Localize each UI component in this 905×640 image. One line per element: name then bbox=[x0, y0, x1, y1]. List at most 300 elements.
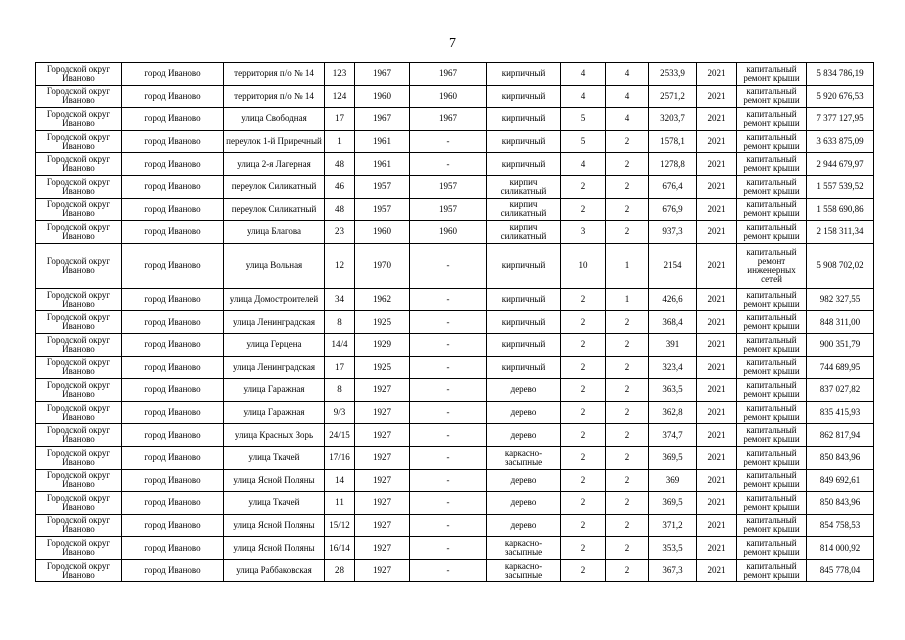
cost-cell: 5 834 786,19 bbox=[807, 63, 874, 86]
area-cell: 1578,1 bbox=[649, 130, 697, 153]
construction-year-cell: 1927 bbox=[355, 537, 410, 560]
wall-material-cell: дерево bbox=[487, 514, 561, 537]
locality-cell: город Иваново bbox=[122, 446, 224, 469]
table-row bbox=[36, 85, 874, 108]
year-cell: 2021 bbox=[697, 446, 737, 469]
entrances-cell: 2 bbox=[606, 559, 649, 582]
street-cell: улица Ленинградская bbox=[224, 311, 325, 334]
cost-cell: 982 327,55 bbox=[807, 288, 874, 311]
house-number-cell: 48 bbox=[325, 153, 355, 176]
construction-year-cell: 1957 bbox=[355, 198, 410, 221]
house-number-cell: 15/12 bbox=[325, 514, 355, 537]
cost-cell: 744 689,95 bbox=[807, 356, 874, 379]
locality-cell: город Иваново bbox=[122, 311, 224, 334]
wall-material-cell: дерево bbox=[487, 424, 561, 447]
construction-year-cell: 1962 bbox=[355, 288, 410, 311]
reconstruction-year-cell: - bbox=[410, 424, 487, 447]
entrances-cell: 4 bbox=[606, 85, 649, 108]
house-number-cell: 14/4 bbox=[325, 333, 355, 356]
cost-cell: 835 415,93 bbox=[807, 401, 874, 424]
floors-cell: 2 bbox=[561, 469, 606, 492]
construction-year-cell: 1927 bbox=[355, 492, 410, 515]
work-type-cell: капитальный ремонт крыши bbox=[737, 559, 807, 582]
wall-material-cell: кирпичный bbox=[487, 63, 561, 86]
work-type-cell: капитальный ремонт крыши bbox=[737, 333, 807, 356]
street-cell: улица Гаражная bbox=[224, 379, 325, 402]
wall-material-cell: кирпичный bbox=[487, 243, 561, 288]
reconstruction-year-cell: 1967 bbox=[410, 63, 487, 86]
house-number-cell: 46 bbox=[325, 175, 355, 198]
work-type-cell: капитальный ремонт крыши bbox=[737, 356, 807, 379]
wall-material-cell: кирпичный bbox=[487, 85, 561, 108]
entrances-cell: 2 bbox=[606, 514, 649, 537]
house-number-cell: 11 bbox=[325, 492, 355, 515]
construction-year-cell: 1961 bbox=[355, 153, 410, 176]
construction-year-cell: 1925 bbox=[355, 356, 410, 379]
area-cell: 3203,7 bbox=[649, 108, 697, 131]
construction-year-cell: 1927 bbox=[355, 559, 410, 582]
construction-year-cell: 1929 bbox=[355, 333, 410, 356]
municipality-cell: Городской округ Иваново bbox=[36, 537, 122, 560]
locality-cell: город Иваново bbox=[122, 514, 224, 537]
reconstruction-year-cell: - bbox=[410, 288, 487, 311]
floors-cell: 2 bbox=[561, 379, 606, 402]
house-number-cell: 34 bbox=[325, 288, 355, 311]
municipality-cell: Городской округ Иваново bbox=[36, 153, 122, 176]
area-cell: 371,2 bbox=[649, 514, 697, 537]
locality-cell: город Иваново bbox=[122, 537, 224, 560]
table-row bbox=[36, 63, 874, 86]
municipality-cell: Городской округ Иваново bbox=[36, 492, 122, 515]
street-cell: улица Красных Зорь bbox=[224, 424, 325, 447]
year-cell: 2021 bbox=[697, 108, 737, 131]
reconstruction-year-cell: 1957 bbox=[410, 198, 487, 221]
entrances-cell: 2 bbox=[606, 130, 649, 153]
cost-cell: 837 027,82 bbox=[807, 379, 874, 402]
wall-material-cell: кирпичный bbox=[487, 288, 561, 311]
year-cell: 2021 bbox=[697, 514, 737, 537]
house-number-cell: 14 bbox=[325, 469, 355, 492]
area-cell: 353,5 bbox=[649, 537, 697, 560]
area-cell: 676,4 bbox=[649, 175, 697, 198]
work-type-cell: капитальный ремонт крыши bbox=[737, 514, 807, 537]
area-cell: 367,3 bbox=[649, 559, 697, 582]
entrances-cell: 2 bbox=[606, 175, 649, 198]
registry-table bbox=[35, 62, 874, 582]
cost-cell: 7 377 127,95 bbox=[807, 108, 874, 131]
floors-cell: 2 bbox=[561, 514, 606, 537]
house-number-cell: 9/3 bbox=[325, 401, 355, 424]
year-cell: 2021 bbox=[697, 537, 737, 560]
municipality-cell: Городской округ Иваново bbox=[36, 559, 122, 582]
year-cell: 2021 bbox=[697, 198, 737, 221]
cost-cell: 900 351,79 bbox=[807, 333, 874, 356]
work-type-cell: капитальный ремонт крыши bbox=[737, 311, 807, 334]
table-row bbox=[36, 198, 874, 221]
table-row bbox=[36, 401, 874, 424]
cost-cell: 5 908 702,02 bbox=[807, 243, 874, 288]
municipality-cell: Городской округ Иваново bbox=[36, 175, 122, 198]
work-type-cell: капитальный ремонт крыши bbox=[737, 537, 807, 560]
work-type-cell: капитальный ремонт крыши bbox=[737, 288, 807, 311]
construction-year-cell: 1957 bbox=[355, 175, 410, 198]
entrances-cell: 2 bbox=[606, 469, 649, 492]
floors-cell: 4 bbox=[561, 153, 606, 176]
area-cell: 2571,2 bbox=[649, 85, 697, 108]
municipality-cell: Городской округ Иваново bbox=[36, 243, 122, 288]
wall-material-cell: дерево bbox=[487, 401, 561, 424]
municipality-cell: Городской округ Иваново bbox=[36, 356, 122, 379]
municipality-cell: Городской округ Иваново bbox=[36, 514, 122, 537]
municipality-cell: Городской округ Иваново bbox=[36, 63, 122, 86]
locality-cell: город Иваново bbox=[122, 288, 224, 311]
table-row bbox=[36, 130, 874, 153]
street-cell: переулок 1-й Приречный bbox=[224, 130, 325, 153]
locality-cell: город Иваново bbox=[122, 153, 224, 176]
year-cell: 2021 bbox=[697, 311, 737, 334]
year-cell: 2021 bbox=[697, 492, 737, 515]
house-number-cell: 48 bbox=[325, 198, 355, 221]
wall-material-cell: каркасно-засыпные bbox=[487, 537, 561, 560]
locality-cell: город Иваново bbox=[122, 130, 224, 153]
locality-cell: город Иваново bbox=[122, 108, 224, 131]
table-row bbox=[36, 333, 874, 356]
wall-material-cell: кирпичный bbox=[487, 130, 561, 153]
locality-cell: город Иваново bbox=[122, 333, 224, 356]
construction-year-cell: 1967 bbox=[355, 63, 410, 86]
municipality-cell: Городской округ Иваново bbox=[36, 469, 122, 492]
table-row bbox=[36, 492, 874, 515]
house-number-cell: 24/15 bbox=[325, 424, 355, 447]
entrances-cell: 2 bbox=[606, 379, 649, 402]
reconstruction-year-cell: - bbox=[410, 130, 487, 153]
year-cell: 2021 bbox=[697, 130, 737, 153]
street-cell: улица Герцена bbox=[224, 333, 325, 356]
year-cell: 2021 bbox=[697, 379, 737, 402]
floors-cell: 5 bbox=[561, 130, 606, 153]
table-row bbox=[36, 356, 874, 379]
house-number-cell: 28 bbox=[325, 559, 355, 582]
entrances-cell: 2 bbox=[606, 221, 649, 244]
wall-material-cell: кирпичный bbox=[487, 333, 561, 356]
house-number-cell: 16/14 bbox=[325, 537, 355, 560]
reconstruction-year-cell: - bbox=[410, 243, 487, 288]
construction-year-cell: 1960 bbox=[355, 85, 410, 108]
construction-year-cell: 1967 bbox=[355, 108, 410, 131]
entrances-cell: 2 bbox=[606, 153, 649, 176]
cost-cell: 850 843,96 bbox=[807, 492, 874, 515]
floors-cell: 2 bbox=[561, 559, 606, 582]
construction-year-cell: 1927 bbox=[355, 379, 410, 402]
construction-year-cell: 1927 bbox=[355, 446, 410, 469]
reconstruction-year-cell: 1960 bbox=[410, 221, 487, 244]
floors-cell: 3 bbox=[561, 221, 606, 244]
table-row bbox=[36, 243, 874, 288]
house-number-cell: 17 bbox=[325, 356, 355, 379]
area-cell: 2533,9 bbox=[649, 63, 697, 86]
work-type-cell: капитальный ремонт крыши bbox=[737, 153, 807, 176]
floors-cell: 2 bbox=[561, 198, 606, 221]
municipality-cell: Городской округ Иваново bbox=[36, 401, 122, 424]
street-cell: территория п/о № 14 bbox=[224, 85, 325, 108]
construction-year-cell: 1927 bbox=[355, 401, 410, 424]
cost-cell: 2 158 311,34 bbox=[807, 221, 874, 244]
reconstruction-year-cell: - bbox=[410, 514, 487, 537]
street-cell: улица Раббаковская bbox=[224, 559, 325, 582]
construction-year-cell: 1925 bbox=[355, 311, 410, 334]
wall-material-cell: кирпич силикатный bbox=[487, 221, 561, 244]
cost-cell: 5 920 676,53 bbox=[807, 85, 874, 108]
municipality-cell: Городской округ Иваново bbox=[36, 424, 122, 447]
cost-cell: 814 000,92 bbox=[807, 537, 874, 560]
area-cell: 369,5 bbox=[649, 492, 697, 515]
area-cell: 369,5 bbox=[649, 446, 697, 469]
floors-cell: 4 bbox=[561, 63, 606, 86]
wall-material-cell: дерево bbox=[487, 379, 561, 402]
year-cell: 2021 bbox=[697, 424, 737, 447]
municipality-cell: Городской округ Иваново bbox=[36, 108, 122, 131]
floors-cell: 2 bbox=[561, 401, 606, 424]
reconstruction-year-cell: - bbox=[410, 401, 487, 424]
municipality-cell: Городской округ Иваново bbox=[36, 221, 122, 244]
street-cell: улица 2-я Лагерная bbox=[224, 153, 325, 176]
floors-cell: 10 bbox=[561, 243, 606, 288]
work-type-cell: капитальный ремонт крыши bbox=[737, 446, 807, 469]
municipality-cell: Городской округ Иваново bbox=[36, 198, 122, 221]
wall-material-cell: кирпич силикатный bbox=[487, 175, 561, 198]
reconstruction-year-cell: - bbox=[410, 333, 487, 356]
wall-material-cell: дерево bbox=[487, 492, 561, 515]
table-row bbox=[36, 469, 874, 492]
wall-material-cell: кирпич силикатный bbox=[487, 198, 561, 221]
floors-cell: 2 bbox=[561, 424, 606, 447]
street-cell: улица Ткачей bbox=[224, 446, 325, 469]
entrances-cell: 2 bbox=[606, 356, 649, 379]
reconstruction-year-cell: - bbox=[410, 153, 487, 176]
street-cell: улица Вольная bbox=[224, 243, 325, 288]
work-type-cell: капитальный ремонт крыши bbox=[737, 85, 807, 108]
wall-material-cell: дерево bbox=[487, 469, 561, 492]
reconstruction-year-cell: - bbox=[410, 492, 487, 515]
locality-cell: город Иваново bbox=[122, 379, 224, 402]
house-number-cell: 17/16 bbox=[325, 446, 355, 469]
year-cell: 2021 bbox=[697, 175, 737, 198]
street-cell: улица Ясной Поляны bbox=[224, 537, 325, 560]
cost-cell: 1 558 690,86 bbox=[807, 198, 874, 221]
work-type-cell: капитальный ремонт крыши bbox=[737, 401, 807, 424]
house-number-cell: 23 bbox=[325, 221, 355, 244]
cost-cell: 1 557 539,52 bbox=[807, 175, 874, 198]
reconstruction-year-cell: - bbox=[410, 537, 487, 560]
entrances-cell: 2 bbox=[606, 446, 649, 469]
year-cell: 2021 bbox=[697, 469, 737, 492]
street-cell: улица Ткачей bbox=[224, 492, 325, 515]
street-cell: улица Ясной Поляны bbox=[224, 514, 325, 537]
area-cell: 1278,8 bbox=[649, 153, 697, 176]
street-cell: переулок Силикатный bbox=[224, 198, 325, 221]
wall-material-cell: кирпичный bbox=[487, 108, 561, 131]
entrances-cell: 2 bbox=[606, 333, 649, 356]
reconstruction-year-cell: - bbox=[410, 356, 487, 379]
locality-cell: город Иваново bbox=[122, 198, 224, 221]
wall-material-cell: кирпичный bbox=[487, 153, 561, 176]
locality-cell: город Иваново bbox=[122, 175, 224, 198]
floors-cell: 2 bbox=[561, 492, 606, 515]
entrances-cell: 4 bbox=[606, 108, 649, 131]
municipality-cell: Городской округ Иваново bbox=[36, 130, 122, 153]
entrances-cell: 2 bbox=[606, 424, 649, 447]
table-row bbox=[36, 514, 874, 537]
floors-cell: 2 bbox=[561, 446, 606, 469]
area-cell: 369 bbox=[649, 469, 697, 492]
work-type-cell: капитальный ремонт крыши bbox=[737, 469, 807, 492]
street-cell: улица Ленинградская bbox=[224, 356, 325, 379]
floors-cell: 2 bbox=[561, 311, 606, 334]
reconstruction-year-cell: - bbox=[410, 379, 487, 402]
work-type-cell: капитальный ремонт крыши bbox=[737, 492, 807, 515]
street-cell: территория п/о № 14 bbox=[224, 63, 325, 86]
reconstruction-year-cell: 1960 bbox=[410, 85, 487, 108]
work-type-cell: капитальный ремонт крыши bbox=[737, 424, 807, 447]
house-number-cell: 12 bbox=[325, 243, 355, 288]
reconstruction-year-cell: 1957 bbox=[410, 175, 487, 198]
municipality-cell: Городской округ Иваново bbox=[36, 85, 122, 108]
floors-cell: 2 bbox=[561, 537, 606, 560]
area-cell: 374,7 bbox=[649, 424, 697, 447]
year-cell: 2021 bbox=[697, 559, 737, 582]
entrances-cell: 1 bbox=[606, 243, 649, 288]
year-cell: 2021 bbox=[697, 333, 737, 356]
house-number-cell: 8 bbox=[325, 379, 355, 402]
municipality-cell: Городской округ Иваново bbox=[36, 333, 122, 356]
year-cell: 2021 bbox=[697, 85, 737, 108]
street-cell: улица Ясной Поляны bbox=[224, 469, 325, 492]
locality-cell: город Иваново bbox=[122, 85, 224, 108]
cost-cell: 854 758,53 bbox=[807, 514, 874, 537]
year-cell: 2021 bbox=[697, 356, 737, 379]
table-row bbox=[36, 446, 874, 469]
work-type-cell: капитальный ремонт крыши bbox=[737, 379, 807, 402]
area-cell: 391 bbox=[649, 333, 697, 356]
floors-cell: 2 bbox=[561, 333, 606, 356]
area-cell: 2154 bbox=[649, 243, 697, 288]
entrances-cell: 2 bbox=[606, 537, 649, 560]
entrances-cell: 2 bbox=[606, 311, 649, 334]
table-row bbox=[36, 221, 874, 244]
page-number: 7 bbox=[449, 36, 456, 51]
locality-cell: город Иваново bbox=[122, 356, 224, 379]
year-cell: 2021 bbox=[697, 401, 737, 424]
locality-cell: город Иваново bbox=[122, 469, 224, 492]
street-cell: переулок Силикатный bbox=[224, 175, 325, 198]
table-row bbox=[36, 424, 874, 447]
work-type-cell: капитальный ремонт крыши bbox=[737, 63, 807, 86]
year-cell: 2021 bbox=[697, 243, 737, 288]
floors-cell: 5 bbox=[561, 108, 606, 131]
locality-cell: город Иваново bbox=[122, 63, 224, 86]
table-row bbox=[36, 108, 874, 131]
work-type-cell: капитальный ремонт крыши bbox=[737, 175, 807, 198]
locality-cell: город Иваново bbox=[122, 221, 224, 244]
table-row bbox=[36, 153, 874, 176]
year-cell: 2021 bbox=[697, 288, 737, 311]
work-type-cell: капитальный ремонт крыши bbox=[737, 221, 807, 244]
area-cell: 676,9 bbox=[649, 198, 697, 221]
area-cell: 362,8 bbox=[649, 401, 697, 424]
work-type-cell: капитальный ремонт инженерных сетей bbox=[737, 243, 807, 288]
cost-cell: 2 944 679,97 bbox=[807, 153, 874, 176]
street-cell: улица Свободная bbox=[224, 108, 325, 131]
locality-cell: город Иваново bbox=[122, 559, 224, 582]
table-row bbox=[36, 537, 874, 560]
work-type-cell: капитальный ремонт крыши bbox=[737, 108, 807, 131]
locality-cell: город Иваново bbox=[122, 243, 224, 288]
table-row bbox=[36, 175, 874, 198]
municipality-cell: Городской округ Иваново bbox=[36, 446, 122, 469]
area-cell: 368,4 bbox=[649, 311, 697, 334]
house-number-cell: 123 bbox=[325, 63, 355, 86]
area-cell: 426,6 bbox=[649, 288, 697, 311]
year-cell: 2021 bbox=[697, 63, 737, 86]
house-number-cell: 1 bbox=[325, 130, 355, 153]
cost-cell: 862 817,94 bbox=[807, 424, 874, 447]
reconstruction-year-cell: - bbox=[410, 446, 487, 469]
municipality-cell: Городской округ Иваново bbox=[36, 379, 122, 402]
house-number-cell: 17 bbox=[325, 108, 355, 131]
locality-cell: город Иваново bbox=[122, 424, 224, 447]
table-row bbox=[36, 379, 874, 402]
work-type-cell: капитальный ремонт крыши bbox=[737, 130, 807, 153]
cost-cell: 3 633 875,09 bbox=[807, 130, 874, 153]
floors-cell: 2 bbox=[561, 175, 606, 198]
locality-cell: город Иваново bbox=[122, 492, 224, 515]
reconstruction-year-cell: - bbox=[410, 469, 487, 492]
construction-year-cell: 1970 bbox=[355, 243, 410, 288]
cost-cell: 849 692,61 bbox=[807, 469, 874, 492]
table-row bbox=[36, 559, 874, 582]
year-cell: 2021 bbox=[697, 221, 737, 244]
cost-cell: 845 778,04 bbox=[807, 559, 874, 582]
street-cell: улица Благова bbox=[224, 221, 325, 244]
construction-year-cell: 1960 bbox=[355, 221, 410, 244]
house-number-cell: 8 bbox=[325, 311, 355, 334]
year-cell: 2021 bbox=[697, 153, 737, 176]
construction-year-cell: 1927 bbox=[355, 424, 410, 447]
construction-year-cell: 1927 bbox=[355, 514, 410, 537]
municipality-cell: Городской округ Иваново bbox=[36, 311, 122, 334]
floors-cell: 4 bbox=[561, 85, 606, 108]
entrances-cell: 4 bbox=[606, 63, 649, 86]
entrances-cell: 1 bbox=[606, 288, 649, 311]
street-cell: улица Домостроителей bbox=[224, 288, 325, 311]
wall-material-cell: кирпичный bbox=[487, 356, 561, 379]
table-row bbox=[36, 288, 874, 311]
reconstruction-year-cell: - bbox=[410, 311, 487, 334]
wall-material-cell: каркасно-засыпные bbox=[487, 446, 561, 469]
reconstruction-year-cell: - bbox=[410, 559, 487, 582]
work-type-cell: капитальный ремонт крыши bbox=[737, 198, 807, 221]
house-number-cell: 124 bbox=[325, 85, 355, 108]
entrances-cell: 2 bbox=[606, 198, 649, 221]
area-cell: 323,4 bbox=[649, 356, 697, 379]
cost-cell: 848 311,00 bbox=[807, 311, 874, 334]
floors-cell: 2 bbox=[561, 288, 606, 311]
locality-cell: город Иваново bbox=[122, 401, 224, 424]
construction-year-cell: 1961 bbox=[355, 130, 410, 153]
entrances-cell: 2 bbox=[606, 401, 649, 424]
street-cell: улица Гаражная bbox=[224, 401, 325, 424]
cost-cell: 850 843,96 bbox=[807, 446, 874, 469]
